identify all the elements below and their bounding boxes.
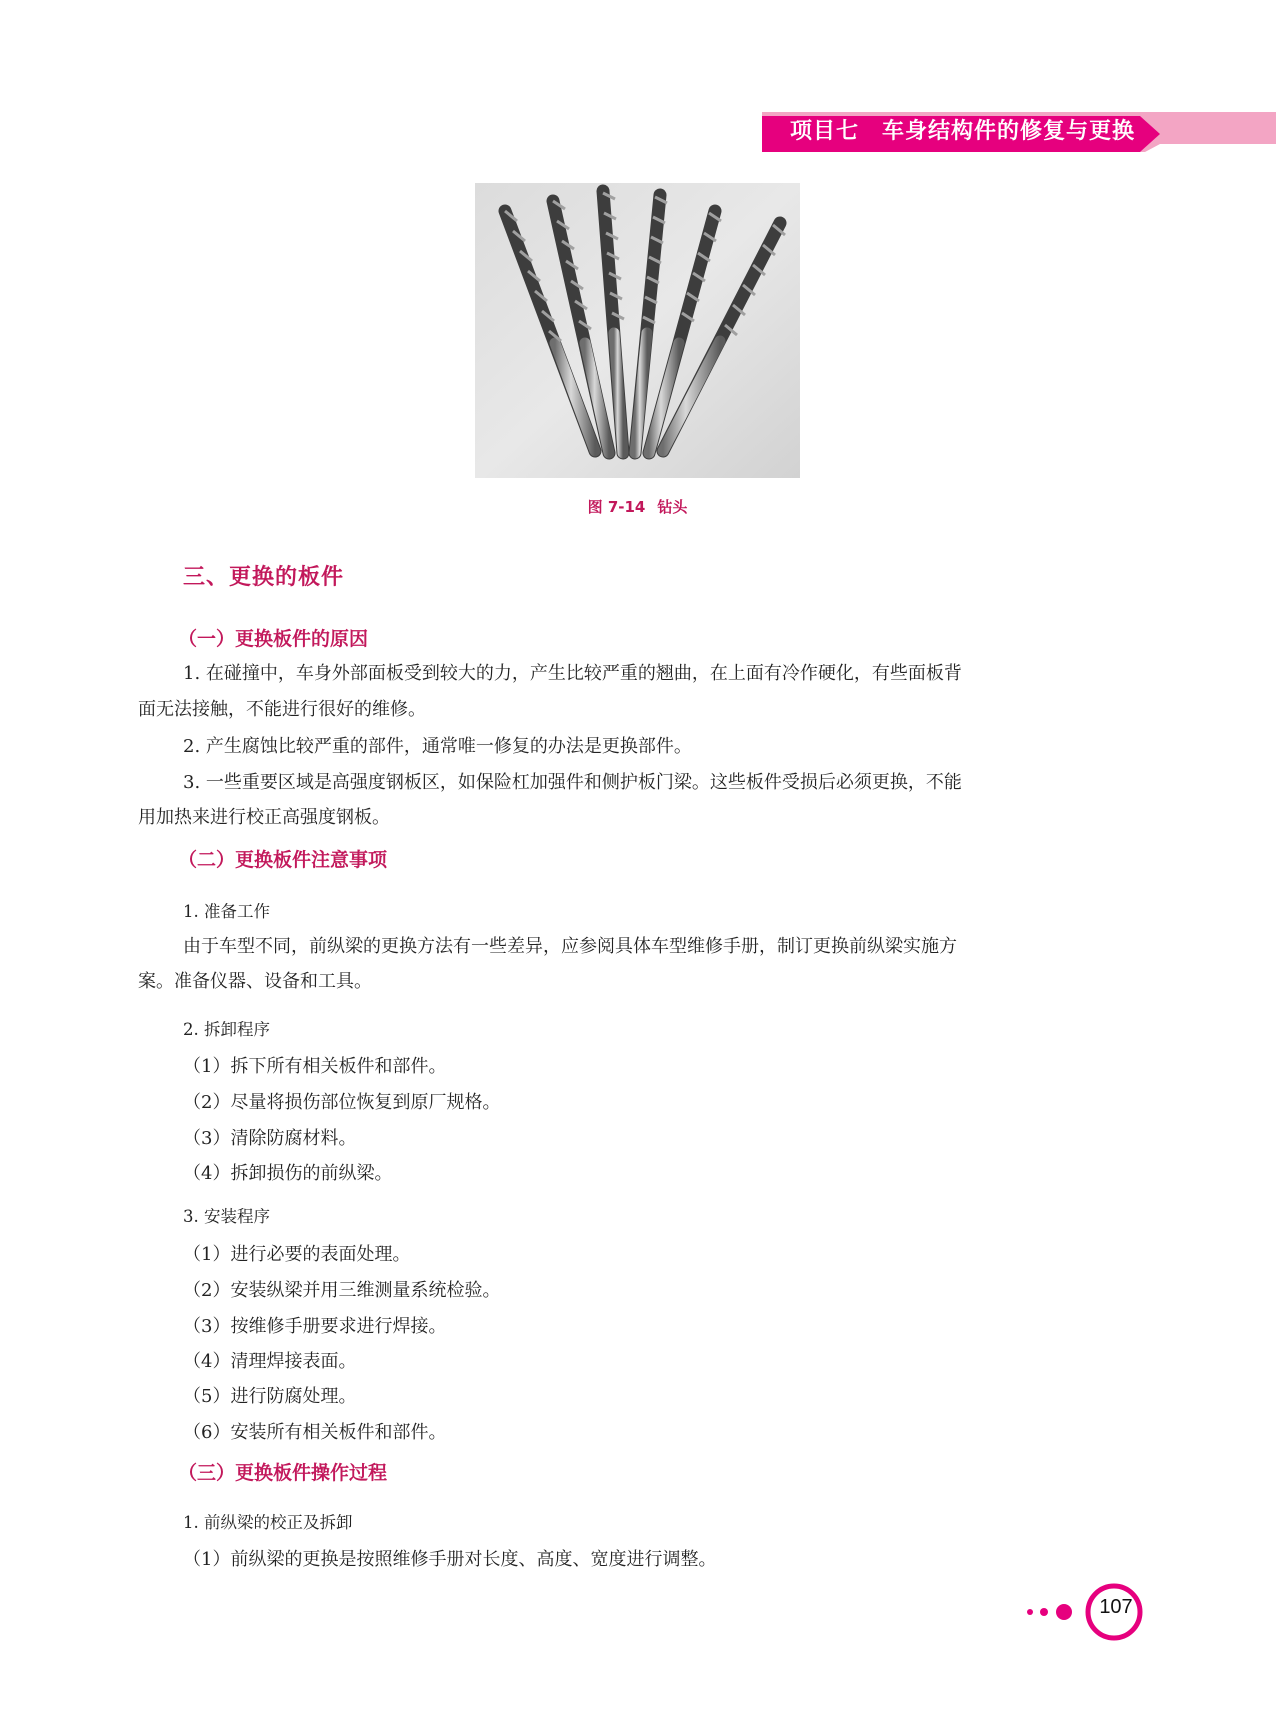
subsection-heading-3: （三）更换板件操作过程 [178,1462,388,1484]
paragraph-2: 2. 产生腐蚀比较严重的部件，通常唯一修复的办法是更换部件。 [183,736,692,757]
subsection-heading-2: （二）更换板件注意事项 [178,849,388,871]
removal-step-2: （2）尽量将损伤部位恢复到原厂规格。 [183,1092,501,1113]
paragraph-3-line-2: 用加热来进行校正高强度钢板。 [138,807,390,828]
drill-bits-photo [475,183,800,478]
subsection-heading-1: （一）更换板件的原因 [178,628,369,650]
item-title-removal: 2. 拆卸程序 [183,1020,270,1039]
figure-caption [475,496,800,517]
install-step-6: （6）安装所有相关板件和部件。 [183,1422,447,1443]
install-step-5: （5）进行防腐处理。 [183,1386,357,1407]
item-title-preparation: 1. 准备工作 [183,902,270,921]
rail-correction-step-1: （1）前纵梁的更换是按照维修手册对长度、高度、宽度进行调整。 [183,1549,717,1570]
removal-step-1: （1）拆下所有相关板件和部件。 [183,1056,447,1077]
removal-step-3: （3）清除防腐材料。 [183,1128,357,1149]
item-title-rail-correction: 1. 前纵梁的校正及拆卸 [183,1513,353,1532]
paragraph-preparation-line-2: 案。准备仪器、设备和工具。 [138,971,372,992]
figure-caption-number: 图 7-14 [587,498,646,516]
figure-caption-text: 钻头 [657,498,688,516]
paragraph-1-line-2: 面无法接触，不能进行很好的维修。 [138,699,426,720]
install-step-3: （3）按维修手册要求进行焊接。 [183,1316,447,1337]
paragraph-1-line-1: 1. 在碰撞中，车身外部面板受到较大的力，产生比较严重的翘曲，在上面有冷作硬化，有些面板背 [183,663,962,684]
paragraph-preparation-line-1: 由于车型不同，前纵梁的更换方法有一些差异，应参阅具体车型维修手册，制订更换前纵梁实施方 [183,936,957,957]
install-step-2: （2）安装纵梁并用三维测量系统检验。 [183,1280,501,1301]
page-number: 107 [1099,1596,1133,1618]
section-heading: 三、更换的板件 [183,565,345,590]
chapter-title: 项目七 车身结构件的修复与更换 [790,119,1136,144]
item-title-installation: 3. 安装程序 [183,1207,270,1226]
drill-bits-illustration [475,183,800,478]
removal-step-4: （4）拆卸损伤的前纵梁。 [183,1163,393,1184]
paragraph-3-line-1: 3. 一些重要区域是高强度钢板区，如保险杠加强件和侧护板门梁。这些板件受损后必须更换，不能 [183,772,962,793]
install-step-4: （4）清理焊接表面。 [183,1351,357,1372]
install-step-1: （1）进行必要的表面处理。 [183,1244,411,1265]
